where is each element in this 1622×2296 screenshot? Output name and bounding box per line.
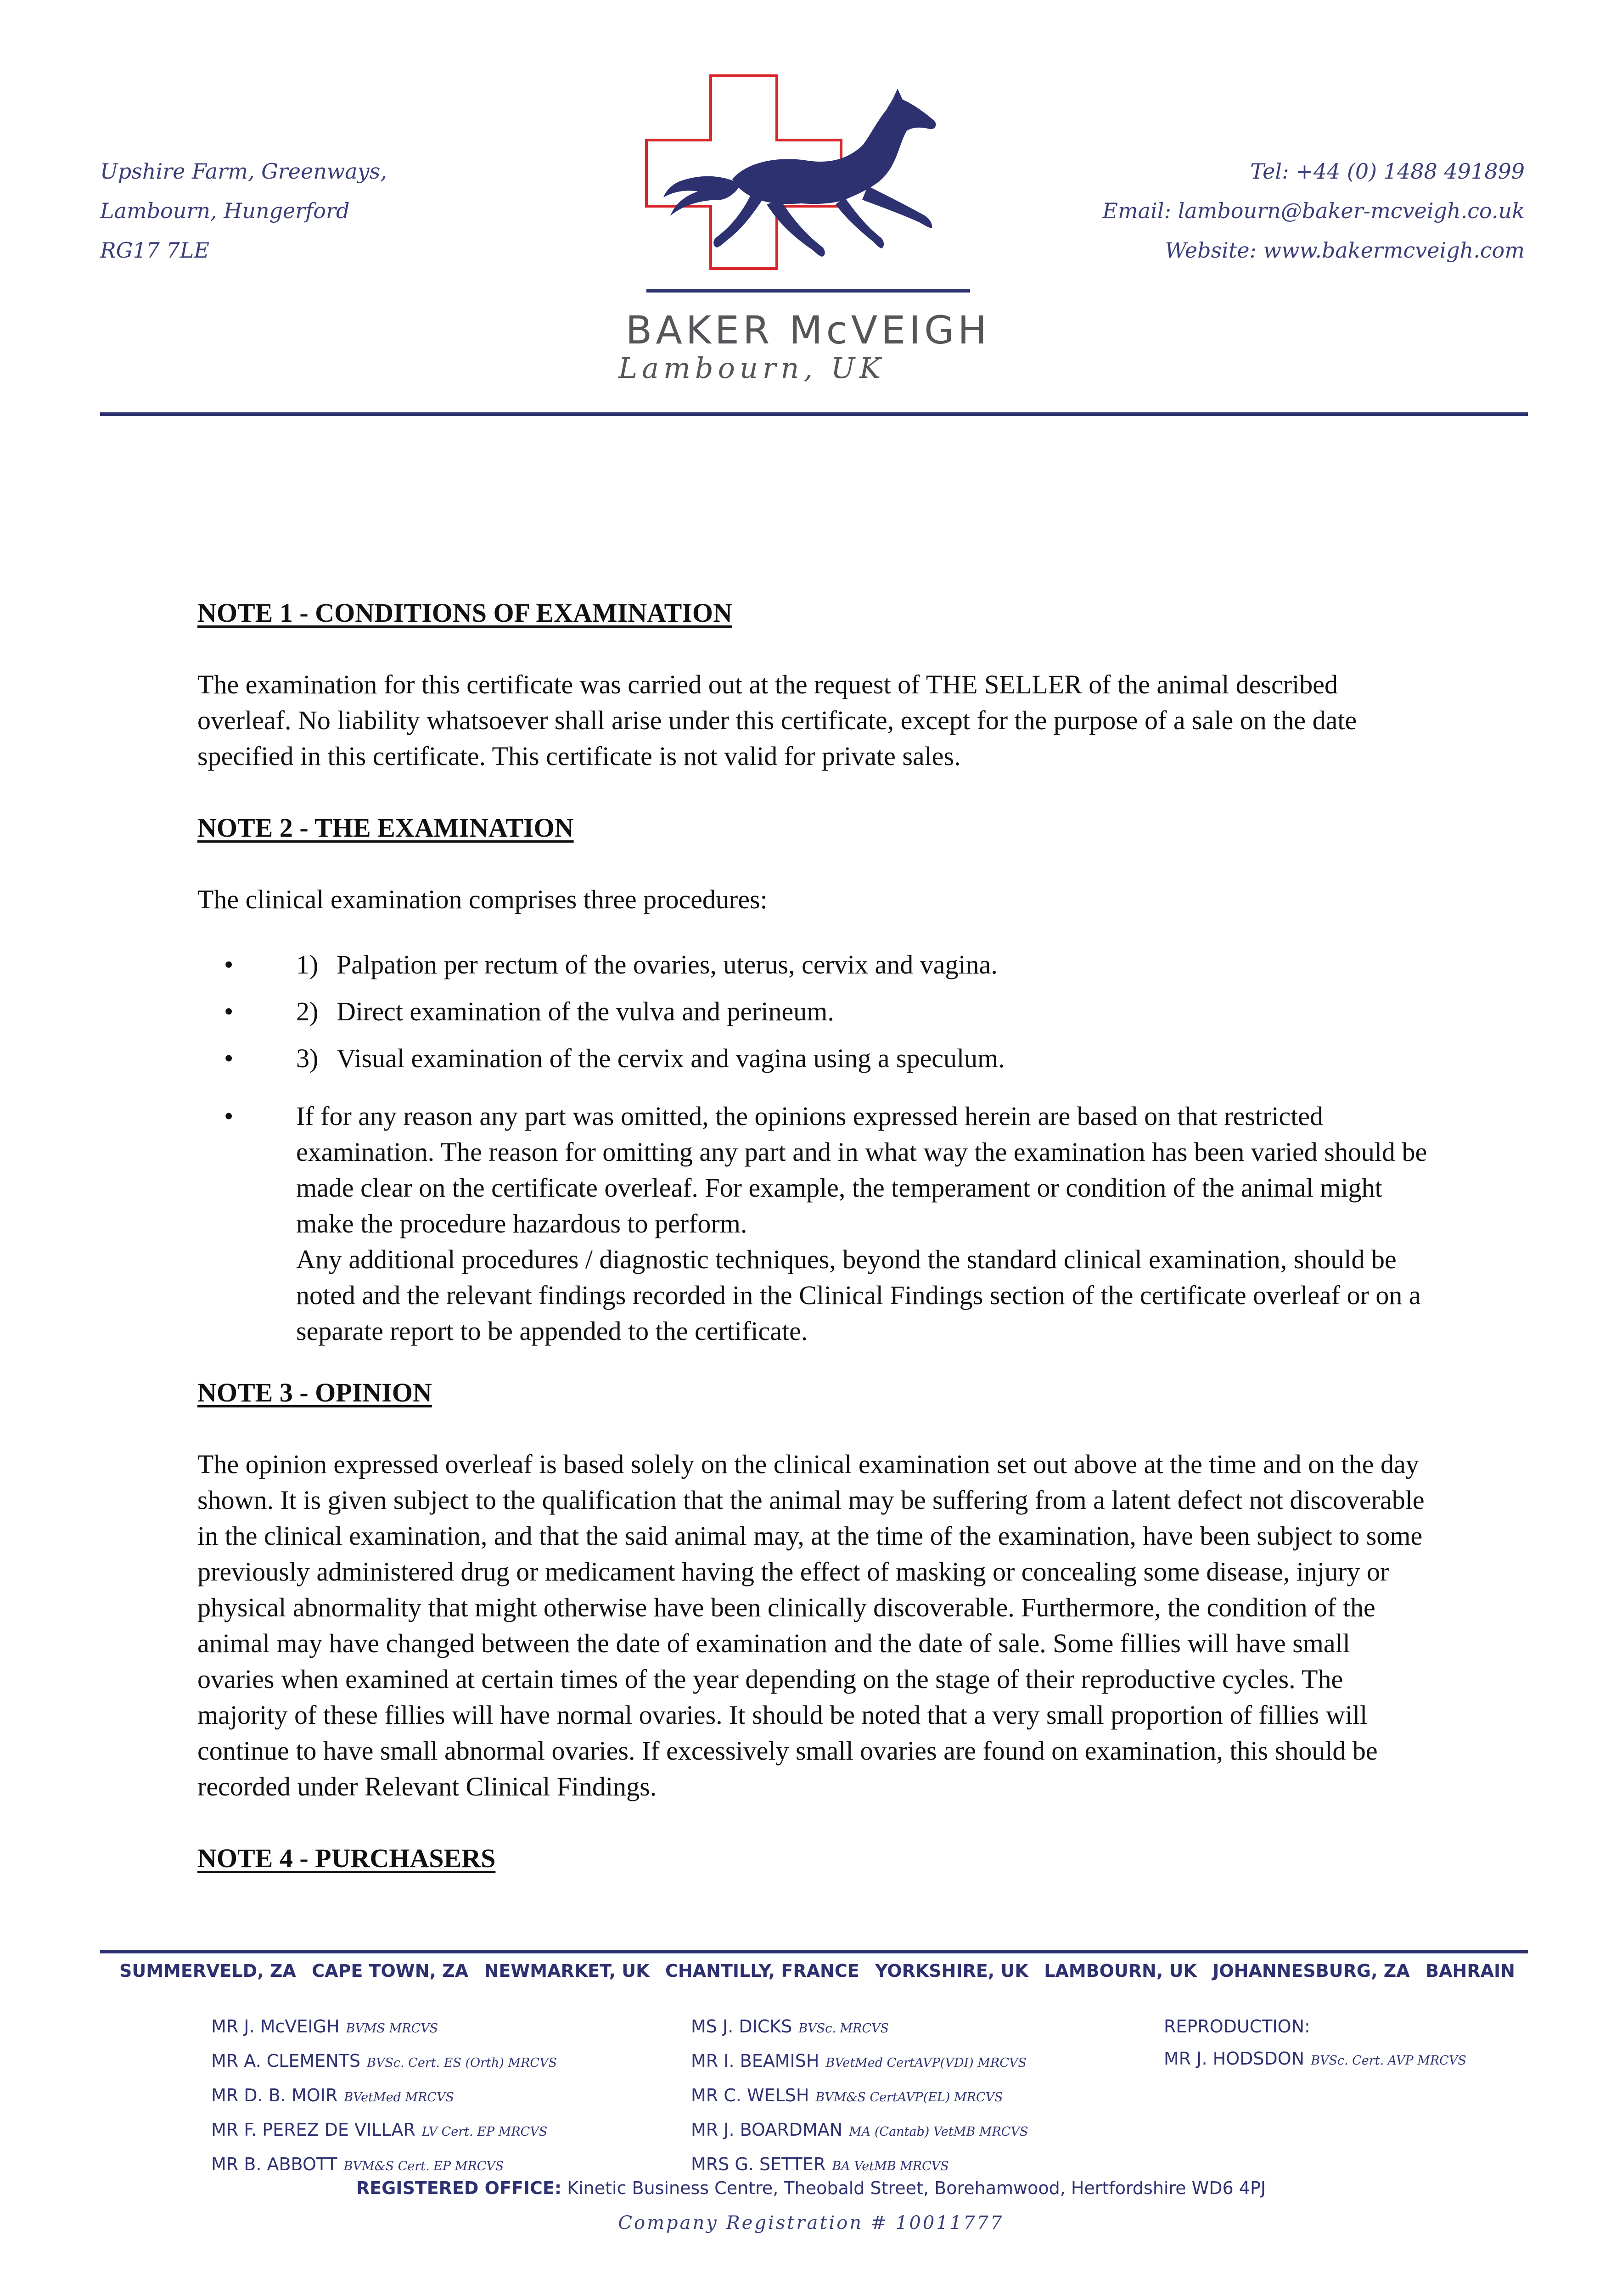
footer-divider	[100, 1950, 1528, 1953]
staff-member	[691, 2148, 1028, 2183]
staff-name: MR I. BEAMISH	[691, 2051, 819, 2071]
note-4-heading: NOTE 4 - PURCHASERS	[197, 1843, 496, 1873]
procedure-list	[197, 947, 1428, 1349]
staff-name: MR C. WELSH	[691, 2085, 809, 2105]
note-3-text: The opinion expressed overleaf is based solely on the clinical examination set out above at the time and on the day shown. It is given subject to the qualification that the animal may be suffering from a latent defect not discoverable in the clinical examination, and that the said animal may, at the time of the examination, have been subject to some previously administered drug or medicament having the effect of masking or concealing some disease, injury or physical abnormality that might otherwise have been clinically discoverable. Furthermore, the condition of the animal may have changed between the date of examination and the date of sale. Some fillies will have small ovaries when examined at certain times of the year depending on the stage of their reproductive cycles. The majority of these fillies will have normal ovaries. It should be noted that a very small proportion of fillies will continue to have small abnormal ovaries. If excessively small ovaries are found on examination, this should be recorded under Relevant Clinical Findings.	[197, 1449, 1425, 1801]
staff-name: MR F. PEREZ DE VILLAR	[211, 2120, 415, 2140]
galloping-horse-icon	[663, 89, 936, 257]
staff-qualifications: BVSc. MRCVS	[798, 2021, 889, 2036]
staff-member	[211, 2079, 557, 2114]
address-line: Upshire Farm, Greenways,	[100, 159, 387, 184]
staff-name: MS J. DICKS	[691, 2016, 792, 2037]
procedure-number: 2)	[296, 996, 319, 1026]
location-item: JOHANNESBURG, ZA	[1212, 1961, 1410, 1981]
procedure-item	[197, 1041, 1428, 1076]
registered-office-address: Kinetic Business Centre, Theobald Street, Borehamwood, Hertfordshire WD6 4PJ	[567, 2178, 1266, 2198]
bullet-icon: •	[224, 1101, 234, 1131]
procedure-text: Palpation per rectum of the ovaries, uterus, cervix and vagina.	[337, 950, 998, 979]
staff-qualifications: BVSc. Cert. AVP MRCVS	[1311, 2054, 1466, 2068]
brand-name: BAKER McVEIGH	[625, 308, 991, 353]
location-item: BAHRAIN	[1426, 1961, 1515, 1981]
procedure-number: 1)	[296, 950, 319, 979]
address-line: Lambourn, Hungerford	[100, 198, 350, 223]
brand-location: Lambourn, UK	[618, 351, 886, 385]
address-line: RG17 7LE	[100, 238, 209, 263]
email-address: Email: lambourn@baker-mcveigh.co.uk	[1102, 198, 1525, 223]
note-1-text: The examination for this certificate was carried out at the request of THE SELLER of the animal described overleaf. No liability whatsoever shall arise under this certificate, except for the purpose of a sale on the date specified in this certificate. This certificate is not valid for private sales.	[197, 670, 1357, 771]
staff-name: MR D. B. MOIR	[211, 2085, 338, 2105]
staff-name: MR J. BOARDMAN	[691, 2120, 843, 2140]
location-item: SUMMERVELD, ZA	[119, 1961, 296, 1981]
postal-address	[100, 152, 387, 270]
staff-column-1	[211, 2010, 557, 2183]
procedure-number: 3)	[296, 1043, 319, 1073]
location-item: CHANTILLY, FRANCE	[665, 1961, 859, 1981]
location-item: LAMBOURN, UK	[1044, 1961, 1197, 1981]
staff-qualifications: BVetMed CertAVP(VDI) MRCVS	[825, 2056, 1027, 2070]
staff-column-3	[1164, 2010, 1466, 2077]
staff-name: MRS G. SETTER	[691, 2154, 826, 2174]
staff-member	[211, 2010, 557, 2045]
staff-qualifications: MA (Cantab) VetMB MRCVS	[849, 2125, 1028, 2139]
procedure-text: Visual examination of the cervix and vagina using a speculum.	[337, 1043, 1005, 1073]
staff-name: MR A. CLEMENTS	[211, 2051, 361, 2071]
staff-member	[211, 2114, 557, 2148]
bullet-icon: •	[224, 950, 234, 979]
staff-member	[691, 2079, 1028, 2114]
staff-qualifications: BVSc. Cert. ES (Orth) MRCVS	[367, 2056, 557, 2070]
staff-qualifications: BVM&S CertAVP(EL) MRCVS	[815, 2090, 1003, 2105]
bullet-icon: •	[224, 996, 234, 1026]
staff-member	[1164, 2043, 1466, 2077]
staff-member	[211, 2148, 557, 2183]
contact-details	[1102, 152, 1525, 270]
registered-office-label: REGISTERED OFFICE:	[356, 2178, 562, 2198]
procedure-item	[197, 947, 1428, 983]
bullet-icon: •	[224, 1043, 234, 1073]
staff-member	[691, 2114, 1028, 2148]
office-locations	[119, 1961, 1515, 1981]
staff-qualifications: BVM&S Cert. EP MRCVS	[343, 2159, 504, 2173]
staff-member	[211, 2045, 557, 2079]
procedure-text: Direct examination of the vulva and perineum.	[337, 996, 834, 1026]
staff-name: MR J. HODSDON	[1164, 2048, 1305, 2069]
location-item: NEWMARKET, UK	[484, 1961, 650, 1981]
location-item: YORKSHIRE, UK	[875, 1961, 1028, 1981]
additional-procedures-text: Any additional procedures / diagnostic techniques, beyond the standard clinical examination, should be noted and the relevant findings recorded in the Clinical Findings section of the certificate overleaf or on a separate report to be appended to the certificate.	[296, 1244, 1421, 1346]
logo-underline	[646, 289, 970, 293]
company-registration: Company Registration # 10011777	[618, 2212, 1004, 2234]
registered-office	[0, 2178, 1622, 2198]
location-item: CAPE TOWN, ZA	[312, 1961, 469, 1981]
note-1-heading: NOTE 1 - CONDITIONS OF EXAMINATION	[197, 598, 732, 628]
staff-qualifications: BVMS MRCVS	[346, 2021, 438, 2036]
note-2-heading: NOTE 2 - THE EXAMINATION	[197, 813, 574, 843]
staff-member	[691, 2010, 1028, 2045]
staff-qualifications: BVetMed MRCVS	[344, 2090, 455, 2105]
staff-name: MR J. McVEIGH	[211, 2016, 340, 2037]
staff-member	[691, 2045, 1028, 2079]
omission-text: If for any reason any part was omitted, the opinions expressed herein are based on that restricted examination. The reason for omitting any part and in what way the examination has been varied should be made clear on the certificate overleaf. For example, the temperament or condition of the animal might make the procedure hazardous to perform.	[296, 1101, 1427, 1238]
staff-name: MR B. ABBOTT	[211, 2154, 337, 2174]
website-address: Website: www.bakermcveigh.com	[1165, 238, 1525, 263]
header-divider	[100, 412, 1528, 416]
staff-qualifications: BA VetMB MRCVS	[832, 2159, 949, 2173]
document-body	[197, 597, 1428, 1912]
phone-number: Tel: +44 (0) 1488 491899	[1250, 159, 1525, 184]
staff-column-2	[691, 2010, 1028, 2183]
baker-mcveigh-logo	[629, 67, 987, 305]
note-2-intro: The clinical examination comprises three procedures:	[197, 884, 768, 914]
procedure-item	[197, 994, 1428, 1030]
omission-item	[197, 1098, 1428, 1349]
staff-qualifications: LV Cert. EP MRCVS	[421, 2125, 548, 2139]
note-3-heading: NOTE 3 - OPINION	[197, 1378, 432, 1407]
reproduction-label: REPRODUCTION:	[1164, 2016, 1310, 2037]
